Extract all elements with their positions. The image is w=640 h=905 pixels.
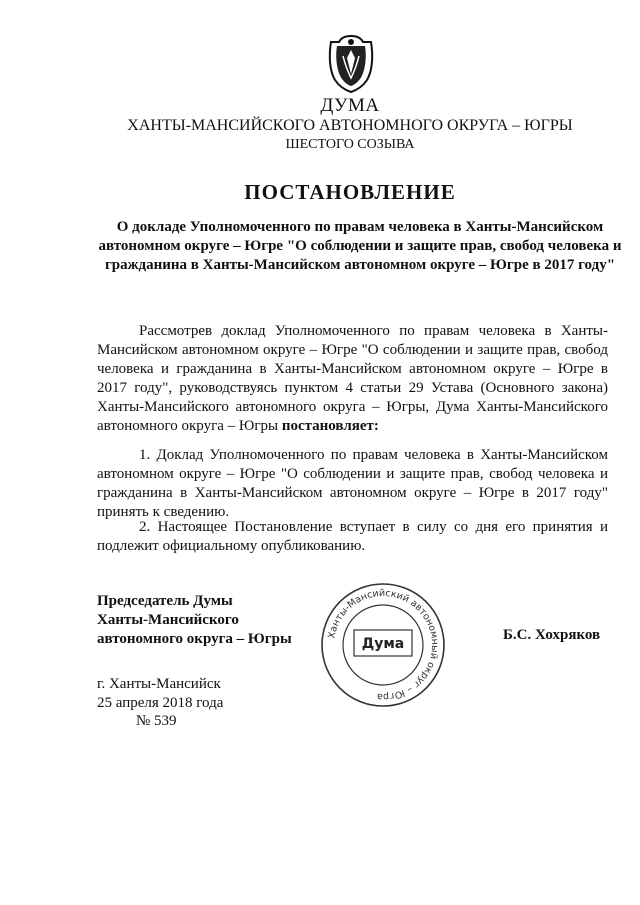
date: 25 апреля 2018 года (97, 695, 224, 711)
signer-position-line: Председатель Думы (97, 593, 233, 609)
signer-position-line: Ханты-Мансийского (97, 612, 239, 628)
place-and-date (97, 675, 223, 713)
decision-word: постановляет: (281, 418, 379, 434)
preamble-text: Рассмотрев доклад Уполномоченного по правам человека в Ханты-Мансийском автономном округе – Югре "О соблюдении и защите прав, свобод человека и гражданина в Ханты-Мансийском автономном округе – Югре в 2017 году", руководствуясь пунктом 4 статьи 29 Устава (Основного закона) Ханты-Мансийского автономного округа – Югры, Дума Ханты-Мансийского автономного округа – Югры (97, 323, 608, 434)
document-title: ПОСТАНОВЛЕНИЕ (244, 180, 456, 204)
signer-position (97, 592, 292, 649)
resolution-item-1 (97, 446, 608, 522)
resolution-item-1-text: 1. Доклад Уполномоченного по правам человека в Ханты-Мансийском автономном округе – Югре "О соблюдении и защите прав, свобод человека и гражданина в Ханты-Мансийском автономном округе – Югре в 2017 году" принять к сведению. (97, 447, 608, 520)
svg-text:Ханты-Мансийский автономный ок: Ханты-Мансийский автономный округ – Югра (326, 587, 441, 703)
coat-of-arms-icon (327, 34, 375, 94)
preamble-paragraph (97, 322, 608, 436)
region-name: ХАНТЫ-МАНСИЙСКОГО АВТОНОМНОГО ОКРУГА – ЮГРЫ (127, 117, 573, 134)
official-seal (318, 580, 448, 710)
svg-text:Дума: Дума (361, 636, 405, 652)
signer-position-line: автономного округа – Югры (97, 631, 292, 647)
convocation: ШЕСТОГО СОЗЫВА (285, 137, 415, 152)
resolution-item-2 (97, 518, 608, 556)
place: г. Ханты-Мансийск (97, 676, 221, 692)
organization-name: ДУМА (320, 95, 380, 116)
signer-name: Б.С. Хохряков (503, 627, 601, 643)
document-number: № 539 (136, 713, 177, 729)
resolution-item-2-text: 2. Настоящее Постановление вступает в силу со дня его принятия и подлежит официальному опубликованию. (97, 519, 608, 554)
document-subject: О докладе Уполномоченного по правам человека в Ханты-Мансийском автономном округе – Югре "О соблюдении и защите прав, свобод человека и гражданина в Ханты-Мансийском автономном округе – Югре в 2017 году" (98, 219, 622, 273)
